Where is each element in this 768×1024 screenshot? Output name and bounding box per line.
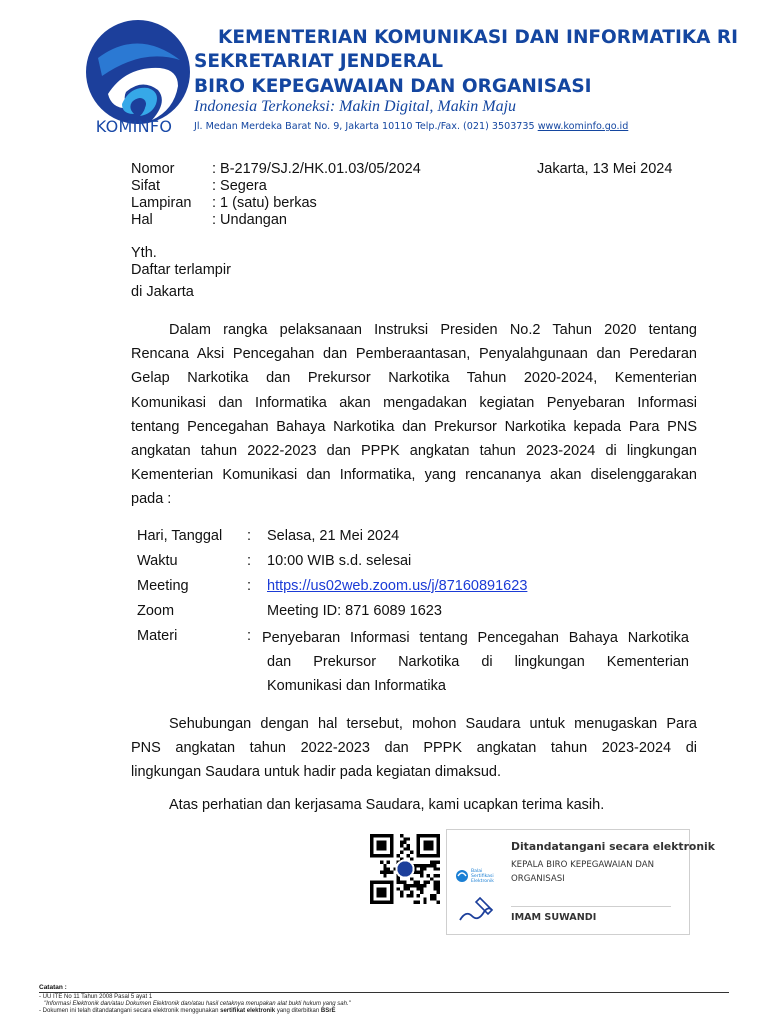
closing-sentence: Atas perhatian dan kerjasama Saudara, kami ucapkan terima kasih. <box>169 797 605 813</box>
footer-note-bold: BSrE <box>320 1008 336 1014</box>
ministry-name: KEMENTERIAN KOMUNIKASI DAN INFORMATIKA RI <box>218 27 739 48</box>
recipient-name: Daftar terlampir <box>131 262 231 278</box>
footer-divider <box>39 992 729 993</box>
signature-divider <box>511 906 671 907</box>
qr-code-icon <box>370 834 440 904</box>
paragraph-line: pada : <box>131 491 172 508</box>
zoom-label: Zoom <box>137 603 175 619</box>
materi-line: Komunikasi dan Informatika <box>267 678 446 695</box>
paragraph-line: Kementerian Komunikasi dan Informatika, yang rencananya akan diselenggarakan <box>131 467 697 484</box>
paragraph-line: lingkungan Saudara untuk hadir pada kegiatan dimaksud. <box>131 764 502 781</box>
hari-colon: : <box>247 528 252 544</box>
materi-label: Materi <box>137 628 178 644</box>
ministry-address <box>194 121 628 132</box>
zoom-meeting-id: Meeting ID: 871 6089 1623 <box>267 603 442 619</box>
hal-value: : Undangan <box>212 212 287 228</box>
footer-note-bold: sertifikat elektronik <box>220 1008 276 1014</box>
paragraph-line: PNS angkatan tahun 2022-2023 dan PPPK angkatan tahun 2023-2024 di <box>131 740 697 757</box>
nomor-value: : B-2179/SJ.2/HK.01.03/05/2024 <box>212 161 421 177</box>
bsre-text: Balai <box>471 869 483 874</box>
recipient-salutation: Yth. <box>131 245 157 261</box>
meeting-label: Meeting <box>137 578 189 594</box>
paragraph-request <box>131 712 697 785</box>
waktu-label: Waktu <box>137 553 178 569</box>
meeting-colon: : <box>247 578 252 594</box>
paragraph-line: angkatan tahun 2022-2023 dan PPPK angkatan tahun 2023-2024 di lingkungan <box>131 442 697 459</box>
ministry-motto: Indonesia Terkoneksi: Makin Digital, Makin Maju <box>194 98 517 115</box>
secretariat-name: SEKRETARIAT JENDERAL <box>194 51 444 72</box>
bsre-logo-icon <box>454 866 496 892</box>
footer-note-text: yang diterbitkan <box>275 1008 321 1014</box>
nomor-label: Nomor <box>131 161 175 177</box>
address-text: Jl. Medan Merdeka Barat No. 9, Jakarta 10110 Telp./Fax. (021) 3503735 <box>194 121 535 132</box>
paragraph-intro <box>131 318 697 512</box>
materi-value <box>262 626 689 699</box>
bureau-name: BIRO KEPEGAWAIAN DAN ORGANISASI <box>194 76 592 97</box>
zoom-meeting-link[interactable]: https://us02web.zoom.us/j/87160891623 <box>267 578 528 594</box>
website-link[interactable]: www.kominfo.go.id <box>537 121 629 132</box>
hari-label: Hari, Tanggal <box>137 528 223 544</box>
materi-colon: : <box>247 628 252 644</box>
waktu-colon: : <box>247 553 252 569</box>
sifat-label: Sifat <box>131 178 161 194</box>
bsre-text: Elektronik <box>471 879 494 884</box>
hari-value: Selasa, 21 Mei 2024 <box>267 528 400 544</box>
logo-wordmark: KOMINFO <box>95 117 173 136</box>
footer-title: Catatan : <box>39 984 67 991</box>
footer-law-reference: - UU ITE No 11 Tahun 2008 Pasal 5 ayat 1 <box>39 994 153 1000</box>
lampiran-label: Lampiran <box>131 195 192 211</box>
footer-note-text: - Dokumen ini telah ditandatangani secara elektronik menggunakan <box>39 1008 221 1014</box>
signer-position: KEPALA BIRO KEPEGAWAIAN DAN ORGANISASI <box>511 860 655 884</box>
paragraph-line: Gelap Narkotika dan Prekursor Narkotika Tahun 2020-2024, Kementerian <box>131 370 697 387</box>
footer-law-quote: "Informasi Elektronik dan/atau Dokumen Elektronik dan/atau hasil cetaknya merupakan alat bukti hukum yang sah." <box>44 1001 351 1007</box>
recipient-city: di Jakarta <box>131 284 194 300</box>
paragraph-line: Sehubungan dengan hal tersebut, mohon Saudara untuk menugaskan Para <box>169 716 697 732</box>
materi-line: Penyebaran Informasi tentang Pencegahan Bahaya Narkotika <box>262 630 689 646</box>
paragraph-line: Dalam rangka pelaksanaan Instruksi Presiden No.2 Tahun 2020 tentang <box>169 322 697 338</box>
place-date: Jakarta, 13 Mei 2024 <box>537 161 673 177</box>
footer-esign-note <box>39 1008 336 1014</box>
signature-title: Ditandatangani secara elektronik <box>511 840 715 853</box>
materi-line: dan Prekursor Narkotika di lingkungan Kementerian <box>267 654 689 671</box>
paragraph-line: tentang Pencegahan Bahaya Narkotika dan Prekursor Narkotika kepada Para PNS <box>131 418 697 435</box>
signer-name: IMAM SUWANDI <box>511 912 597 923</box>
lampiran-value: : 1 (satu) berkas <box>212 195 317 211</box>
waktu-value: 10:00 WIB s.d. selesai <box>267 553 412 569</box>
paragraph-line: Komunikasi dan Informatika akan mengadakan kegiatan Penyebaran Informasi <box>131 394 697 411</box>
sifat-value: : Segera <box>212 178 267 194</box>
signature-pen-icon <box>458 896 496 924</box>
bsre-text: Sertifikasi <box>471 874 494 879</box>
hal-label: Hal <box>131 212 153 228</box>
paragraph-line: Rencana Aksi Pencegahan dan Pemberaantasan, Penyalahgunaan dan Peredaran <box>131 346 697 363</box>
